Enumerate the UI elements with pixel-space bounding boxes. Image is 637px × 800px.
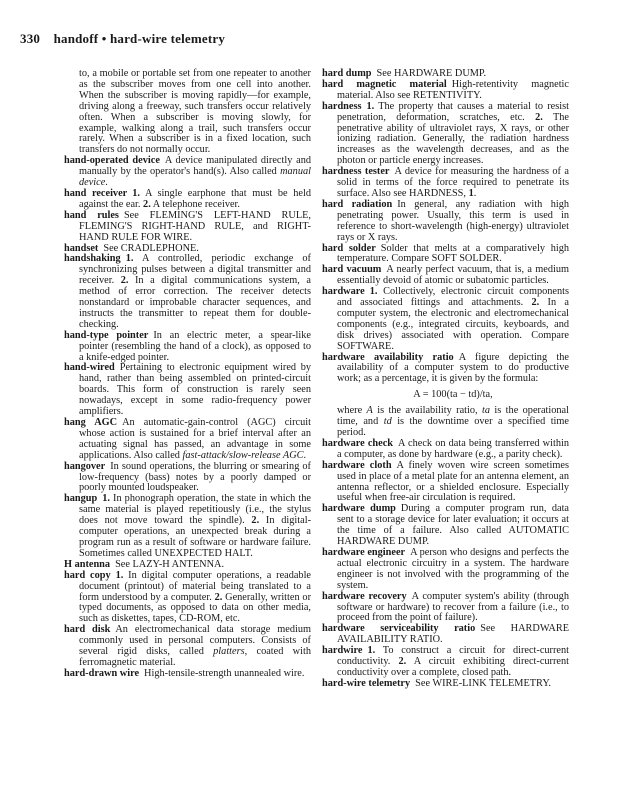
entry-headword: hand-operated device — [64, 155, 160, 167]
definition-text: High-tensile-strength unannealed wire. — [144, 667, 305, 679]
entry-headword: hardness tester — [322, 166, 390, 178]
definition-text: See HARDWARE AVAILABILITY RATIO. — [337, 623, 569, 646]
entry-headword: hand-wired — [64, 362, 115, 374]
entry-headword: hardwire — [322, 645, 363, 657]
dictionary-entry — [64, 211, 311, 244]
entry-headword: hand-type pointer — [64, 329, 149, 341]
guide-words: handoff • hard-wire telemetry — [53, 31, 226, 46]
definition-text: To construct a circuit for direct-current conductivity. — [337, 645, 569, 668]
page-number: 330 — [20, 31, 41, 46]
formula: A = 100(ta − td)/ta, — [413, 389, 493, 401]
dictionary-entry — [64, 494, 311, 559]
entry-headword: hardware engineer — [322, 546, 406, 558]
definition-text: During a computer program run, data sent to a storage device for later evaluation; it occurs at the time of a failure. Also called AUTOMATIC HARDWARE DUMP. — [337, 503, 569, 548]
running-header — [20, 31, 225, 47]
definition-text: In a computer system, the electronic and electromechanical components (e.g., integrated circuits, keyboards, and disk drives) associated with operation. Compare SOFTWARE. — [337, 297, 569, 352]
entry-headword: hardware serviceability ratio — [322, 623, 476, 635]
sense-number: 1 — [468, 187, 474, 199]
sense-number: 2. — [214, 591, 223, 603]
italic-term: fast-attack/slow-release AGC — [182, 449, 304, 461]
entry-headword: hard dump — [322, 68, 372, 79]
definition-text: is the downtime over a specified time period. — [337, 416, 569, 438]
definition-text: is the availability ratio, — [372, 405, 483, 417]
dictionary-entry — [64, 69, 311, 156]
dictionary-entry — [322, 646, 569, 679]
dictionary-entry — [64, 669, 311, 680]
italic-term: A — [366, 405, 373, 417]
dictionary-entry — [322, 624, 569, 646]
definition-text: In a digital communications system, a method of error correction. The receiver detects nonstandard or improbable character sequences, and instructs the transmitter to repeat them for double-checking. — [79, 275, 311, 330]
definition-text: In sound operations, the blurring or smearing of low-frequency (bass) notes by a poorly damped or poorly mounted loudspeaker. — [79, 460, 311, 494]
sense-number: 1. — [367, 645, 376, 657]
sense-number: 1. — [115, 569, 124, 581]
sense-number: 1. — [125, 253, 134, 265]
definition-text: Generally, written or typed documents, as opposed to data on other media, such as diskettes, tapes, CD-ROM, etc. — [79, 591, 312, 625]
entry-headword: handshaking — [64, 253, 121, 265]
italic-term: td — [383, 416, 392, 428]
definition-text: A single earphone that must be held against the ear. — [79, 187, 311, 210]
definition-text: High-retentivity magnetic material. Also see RETENTIVITY. — [337, 78, 569, 101]
italic-term: manual device — [79, 166, 311, 189]
italic-term: platters — [213, 646, 245, 658]
definition-text: In general, any radiation with high penetrating power. Usually, this term is used in reference to short-wavelength (high-energy) ultraviolet rays or X rays. — [337, 198, 569, 243]
definition-text: See LAZY-H ANTENNA. — [115, 558, 225, 570]
entry-headword: hangover — [64, 460, 106, 472]
entry-headword: handset — [64, 242, 99, 254]
dictionary-entry — [64, 571, 311, 626]
dictionary-entry — [322, 592, 569, 625]
sense-number: 2. — [143, 198, 151, 210]
definition-continuation — [337, 406, 569, 439]
dictionary-entry — [322, 504, 569, 548]
definition-text: is the operational time, and — [337, 405, 569, 428]
definition-text: Pertaining to electronic equipment wired by hand, rather than being assembled on printed-circuit boards. This form of construction is rarely seen nowadays, except in some radio-frequency power amplifiers. — [79, 362, 311, 418]
dictionary-entry — [64, 254, 311, 330]
entry-headword: hard radiation — [322, 198, 393, 210]
definition-text: A device for measuring the hardness of a solid in terms of the force required to penetrate its surface. Also see HARDNESS, — [337, 166, 569, 199]
definition-text: A computer system's ability (through software or hardware) to recover from a failure (i.e., to proceed from the point of failure). — [337, 590, 569, 624]
dictionary-entry — [322, 461, 569, 505]
definition-text: A figure depicting the availability of a computer system to do productive work; as a percentage, it is given by the formula: — [337, 351, 569, 385]
entry-headword: hangup — [64, 493, 98, 505]
definition-text: The penetrative ability of ultraviolet rays, X rays, or other ionizing radiation. Generally, the radiation hardness increases as the wavelength decreases, and as the photon or particle energy increases. — [337, 111, 570, 167]
definition-text: See FLEMING'S LEFT-HAND RULE, FLEMING'S RIGHT-HAND RULE, and RIGHT-HAND RULE FOR WIRE. — [79, 209, 312, 243]
definition-text: See WIRE-LINK TELEMETRY. — [415, 677, 552, 689]
definition-text: In digital-computer operations, an unexpected break during a program run as a result of software or hardware failure. Sometimes called UNEXPECTED HALT. — [79, 515, 312, 559]
dictionary-entry — [64, 462, 311, 495]
sense-number: 2. — [120, 275, 129, 287]
definition-text: . — [105, 177, 108, 189]
dictionary-entry — [64, 418, 311, 462]
entry-headword: hard magnetic material — [322, 78, 447, 90]
definition-text: , coated with ferromagnetic material. — [79, 646, 311, 668]
definition-text: See CRADLEPHONE. — [103, 242, 199, 254]
definition-text: An electromechanical data storage medium commonly used in personal computers. Consists of several rigid disks, called — [79, 624, 311, 658]
entry-headword: hardware cloth — [322, 459, 392, 471]
definition-text: A check on data being transferred within a computer, as done by hardware (e.g., a parity check). — [337, 437, 569, 460]
italic-term: ta — [482, 405, 491, 417]
definition-text: to, a mobile or portable set from one repeater to another as the subscriber moves from one cell into another. When the subscriber is moving rapidly—for example, driving along a freeway, such transfers occur relatively often. When a subscriber is moving slowly, for example, walking along a trail, such transfers occur rarely. When a subscriber is in a fixed location, such transfers do not normally occur. — [79, 68, 311, 156]
definition-text: In an electric meter, a spear-like pointer (resembling the hand of a clock), as opposed to a knife-edged pointer. — [79, 329, 311, 363]
definition-text: A nearly perfect vacuum, that is, a medium essentially devoid of atomic or subatomic particles. — [337, 264, 569, 287]
entry-headword: hardware availability ratio — [322, 351, 454, 363]
dictionary-entry — [322, 548, 569, 592]
dictionary-entry — [64, 189, 311, 211]
dictionary-entry — [322, 439, 569, 461]
definition-text: In phonograph operation, the state in which the same material is played repetitiously (i.e., the stylus does not move toward the spindle). — [79, 493, 311, 527]
sense-number: 2. — [531, 297, 540, 309]
dictionary-entry — [322, 200, 569, 244]
definition-text: A circuit exhibiting direct-current conductivity over a complete, closed path. — [337, 656, 569, 678]
entry-headword: hardware dump — [322, 503, 396, 515]
sense-number: 1. — [366, 100, 375, 112]
definition-text: . — [303, 449, 307, 461]
sense-number: 1. — [132, 187, 140, 199]
sense-number: 1. — [369, 286, 378, 298]
right-column — [322, 69, 569, 690]
entry-headword: hard vacuum — [322, 264, 382, 276]
dictionary-entry — [322, 265, 569, 287]
entry-headword: hardware recovery — [322, 590, 407, 602]
dictionary-entry — [322, 679, 569, 690]
entry-headword: H antenna — [64, 558, 111, 570]
entry-headword: hand receiver — [64, 187, 128, 199]
left-column — [64, 69, 311, 680]
dictionary-entry — [322, 287, 569, 352]
definition-text: where — [337, 405, 367, 417]
entry-headword: hard disk — [64, 624, 111, 636]
definition-text: A person who designs and perfects the actual electronic circuitry in a system. The hardware engineer is not involved with the programming of the system. — [337, 546, 569, 591]
definition-text: Solder that melts at a comparatively high temperature. Compare SOFT SOLDER. — [337, 242, 570, 265]
dictionary-entry — [64, 363, 311, 418]
definition-text: In digital computer operations, a readable document (printout) of material being translated to a form understood by a computer. — [79, 569, 312, 603]
definition-text: A telephone receiver. — [150, 198, 240, 210]
entry-headword: hardness — [322, 100, 362, 112]
entry-headword: hard copy — [64, 569, 111, 581]
dictionary-entry — [322, 167, 569, 200]
definition-text: A controlled, periodic exchange of synchronizing pulses between a digital transmitter and receiver. — [79, 253, 311, 287]
sense-number: 2. — [398, 656, 407, 668]
sense-number: 1. — [102, 493, 110, 505]
dictionary-entry — [64, 156, 311, 189]
entry-headword: hard-wire telemetry — [322, 677, 411, 689]
definition-text: A device manipulated directly and manually by the operator's hand(s). Also called — [79, 155, 311, 178]
definition-text: Collectively, electronic circuit components and associated fittings and attachments. — [337, 286, 569, 309]
dictionary-entry — [64, 331, 311, 364]
entry-headword: hand rules — [64, 209, 119, 221]
dictionary-entry — [64, 625, 311, 669]
entry-headword: hardware — [322, 286, 365, 298]
definition-text: A finely woven wire screen sometimes used in place of a metal plate for an antenna element, an antenna reflector, or a shielded enclosure. Especially useful when free-air circulation is required. — [337, 459, 569, 504]
dictionary-entry — [322, 353, 569, 439]
dictionary-entry — [322, 102, 569, 167]
dictionary-entry — [322, 244, 569, 266]
definition-text: The property that causes a material to resist penetration, deformation, scratches, etc. — [337, 100, 569, 123]
entry-headword: hang AGC — [64, 417, 118, 428]
dictionary-entry — [322, 80, 569, 102]
definition-text: See HARDWARE DUMP. — [376, 68, 487, 79]
sense-number: 2. — [251, 515, 260, 527]
entry-headword: hard solder — [322, 242, 376, 254]
definition-text: An automatic-gain-control (AGC) circuit whose action is sustained for a brief interval after an actuating signal has passed, an advantage in some applications. Also called — [79, 417, 311, 461]
definition-text: . — [473, 187, 477, 199]
entry-headword: hardware check — [322, 437, 394, 449]
sense-number: 2. — [535, 111, 543, 123]
entry-headword: hard-drawn wire — [64, 667, 140, 679]
